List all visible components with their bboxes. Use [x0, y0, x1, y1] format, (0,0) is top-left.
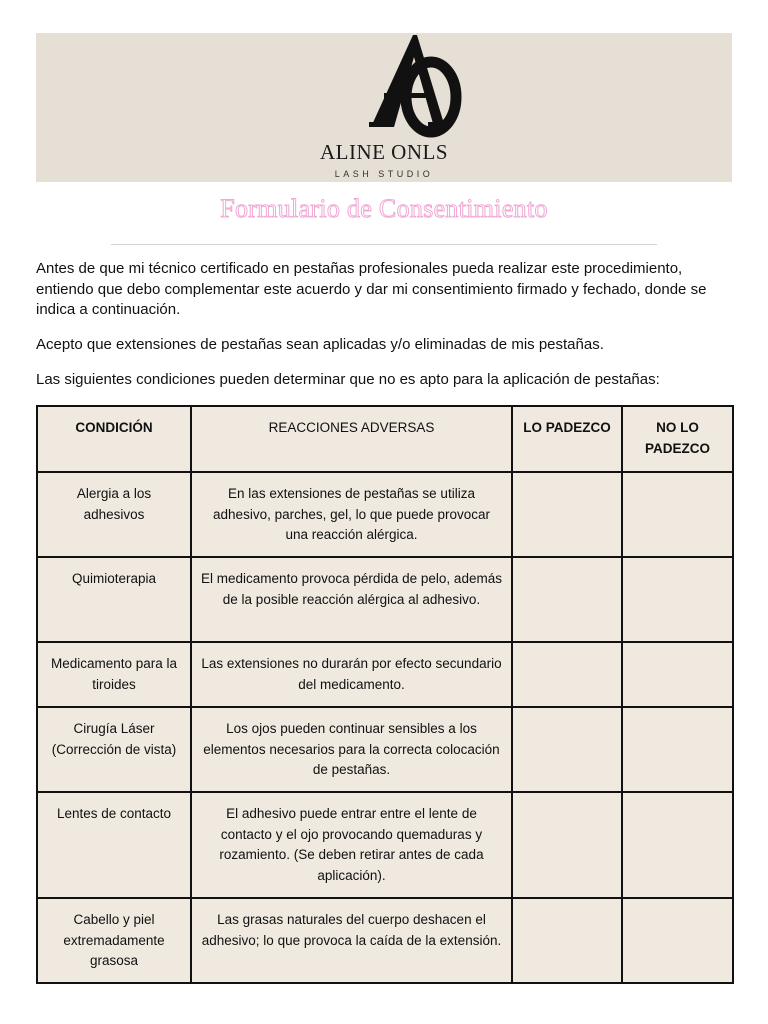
- header-banner: [36, 33, 732, 182]
- not-suffer-checkbox-cell[interactable]: [622, 472, 733, 557]
- brand-logo-icon: [348, 33, 488, 139]
- table-row: [37, 472, 733, 557]
- table-row: [37, 642, 733, 707]
- condition-cell: Quimioterapia: [37, 557, 191, 642]
- brand-tagline: LASH STUDIO: [334, 169, 434, 179]
- condition-cell: Medicamento para la tiroides: [37, 642, 191, 707]
- header-condition: CONDICIÓN: [37, 406, 191, 472]
- suffer-checkbox-cell[interactable]: [512, 707, 622, 792]
- table-row: [37, 898, 733, 983]
- condition-cell: Alergia a los adhesivos: [37, 472, 191, 557]
- suffer-checkbox-cell[interactable]: [512, 792, 622, 898]
- brand-name: ALINE ONLS: [319, 140, 449, 164]
- suffer-checkbox-cell[interactable]: [512, 642, 622, 707]
- condition-cell: Cirugía Láser (Corrección de vista): [37, 707, 191, 792]
- not-suffer-checkbox-cell[interactable]: [622, 557, 733, 642]
- not-suffer-checkbox-cell[interactable]: [622, 898, 733, 983]
- suffer-checkbox-cell[interactable]: [512, 898, 622, 983]
- intro-paragraph: Antes de que mi técnico certificado en pestañas profesionales pueda realizar este procedimiento, entiendo que debo complementar este acuerdo y dar mi consentimiento firmado y fechado, donde se indica a continuación.: [36, 260, 707, 318]
- header-not-suffer: NO LO PADEZCO: [622, 406, 733, 472]
- condition-cell: Lentes de contacto: [37, 792, 191, 898]
- conditions-table: [36, 405, 734, 984]
- suffer-checkbox-cell[interactable]: [512, 472, 622, 557]
- not-suffer-checkbox-cell[interactable]: [622, 642, 733, 707]
- not-suffer-checkbox-cell[interactable]: [622, 792, 733, 898]
- reaction-cell: Los ojos pueden continuar sensibles a los elementos necesarios para la correcta colocación de pestañas.: [191, 707, 512, 792]
- reaction-cell: El adhesivo puede entrar entre el lente de contacto y el ojo provocando quemaduras y rozamiento. (Se deben retirar antes de cada aplicación).: [191, 792, 512, 898]
- table-header-row: [37, 406, 733, 472]
- reaction-cell: Las extensiones no durarán por efecto secundario del medicamento.: [191, 642, 512, 707]
- header-suffer: LO PADEZCO: [512, 406, 622, 472]
- reaction-cell: En las extensiones de pestañas se utiliza adhesivo, parches, gel, lo que puede provocar una reacción alérgica.: [191, 472, 512, 557]
- table-row: [37, 792, 733, 898]
- reaction-cell: Las grasas naturales del cuerpo deshacen el adhesivo; lo que provoca la caída de la extensión.: [191, 898, 512, 983]
- title-divider: [111, 244, 657, 245]
- reaction-cell: El medicamento provoca pérdida de pelo, además de la posible reacción alérgica al adhesivo.: [191, 557, 512, 642]
- header-reactions: REACCIONES ADVERSAS: [191, 406, 512, 472]
- conditions-intro: Las siguientes condiciones pueden determinar que no es apto para la aplicación de pestañas:: [36, 371, 660, 388]
- suffer-checkbox-cell[interactable]: [512, 557, 622, 642]
- acceptance-paragraph: Acepto que extensiones de pestañas sean aplicadas y/o eliminadas de mis pestañas.: [36, 336, 604, 353]
- table-row: [37, 557, 733, 642]
- not-suffer-checkbox-cell[interactable]: [622, 707, 733, 792]
- page-title: Formulario de Consentimiento: [220, 194, 548, 223]
- table-row: [37, 707, 733, 792]
- condition-cell: Cabello y piel extremadamente grasosa: [37, 898, 191, 983]
